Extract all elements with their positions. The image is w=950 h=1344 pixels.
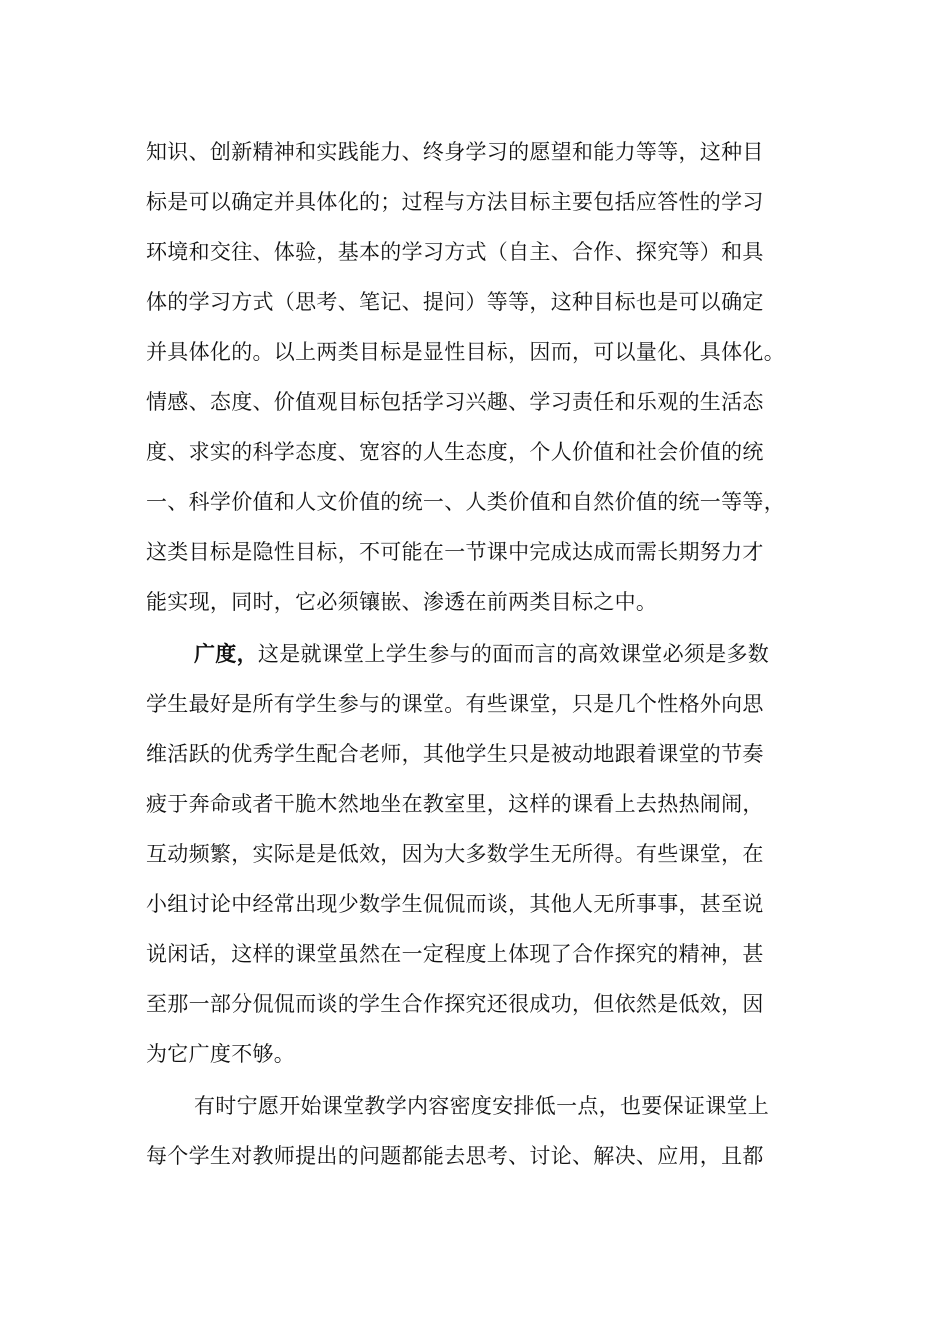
- text-run: 这是就课堂上学生参与的面而言的高效课堂必须是多数: [257, 642, 770, 666]
- text-line: 至那一部分侃侃而谈的学生合作探究还很成功，但依然是低效，因: [146, 992, 764, 1016]
- text-line: 体的学习方式（思考、笔记、提问）等等，这种目标也是可以确定: [146, 290, 764, 314]
- text-line: 互动频繁，实际是是低效，因为大多数学生无所得。有些课堂，在: [146, 842, 764, 866]
- text-line: 这类目标是隐性目标，不可能在一节课中完成达成而需长期努力才: [146, 540, 764, 564]
- text-line: 能实现，同时，它必须镶嵌、渗透在前两类目标之中。: [146, 590, 658, 614]
- text-line: 学生最好是所有学生参与的课堂。有些课堂，只是几个性格外向思: [146, 692, 764, 716]
- text-line: 情感、态度、价值观目标包括学习兴趣、学习责任和乐观的生活态: [146, 390, 764, 414]
- text-line: 说闲话，这样的课堂虽然在一定程度上体现了合作探究的精神，甚: [146, 942, 764, 966]
- paragraph-first-line: 有时宁愿开始课堂教学内容密度安排低一点，也要保证课堂上: [194, 1094, 770, 1118]
- bold-lead-term: 广度，: [194, 641, 258, 666]
- text-line: 疲于奔命或者干脆木然地坐在教室里，这样的课看上去热热闹闹，: [146, 792, 764, 816]
- text-line: 度、求实的科学态度、宽容的人生态度，个人价值和社会价值的统: [146, 440, 764, 464]
- text-line: 为它广度不够。: [146, 1042, 296, 1066]
- text-line: 维活跃的优秀学生配合老师，其他学生只是被动地跟着课堂的节奏: [146, 742, 764, 766]
- text-line: 一、科学价值和人文价值的统一、人类价值和自然价值的统一等等，: [146, 490, 785, 514]
- text-line: 知识、创新精神和实践能力、终身学习的愿望和能力等等，这种目: [146, 140, 764, 164]
- text-line: 标是可以确定并具体化的；过程与方法目标主要包括应答性的学习: [146, 190, 764, 214]
- text-line: 环境和交往、体验，基本的学习方式（自主、合作、探究等）和具: [146, 240, 764, 264]
- text-line: 并具体化的。以上两类目标是显性目标，因而，可以量化、具体化。: [146, 340, 785, 364]
- text-line: 小组讨论中经常出现少数学生侃侃而谈，其他人无所事事，甚至说: [146, 892, 764, 916]
- text-line: 每个学生对教师提出的问题都能去思考、讨论、解决、应用，且都: [146, 1144, 764, 1168]
- paragraph-first-line: [194, 636, 884, 672]
